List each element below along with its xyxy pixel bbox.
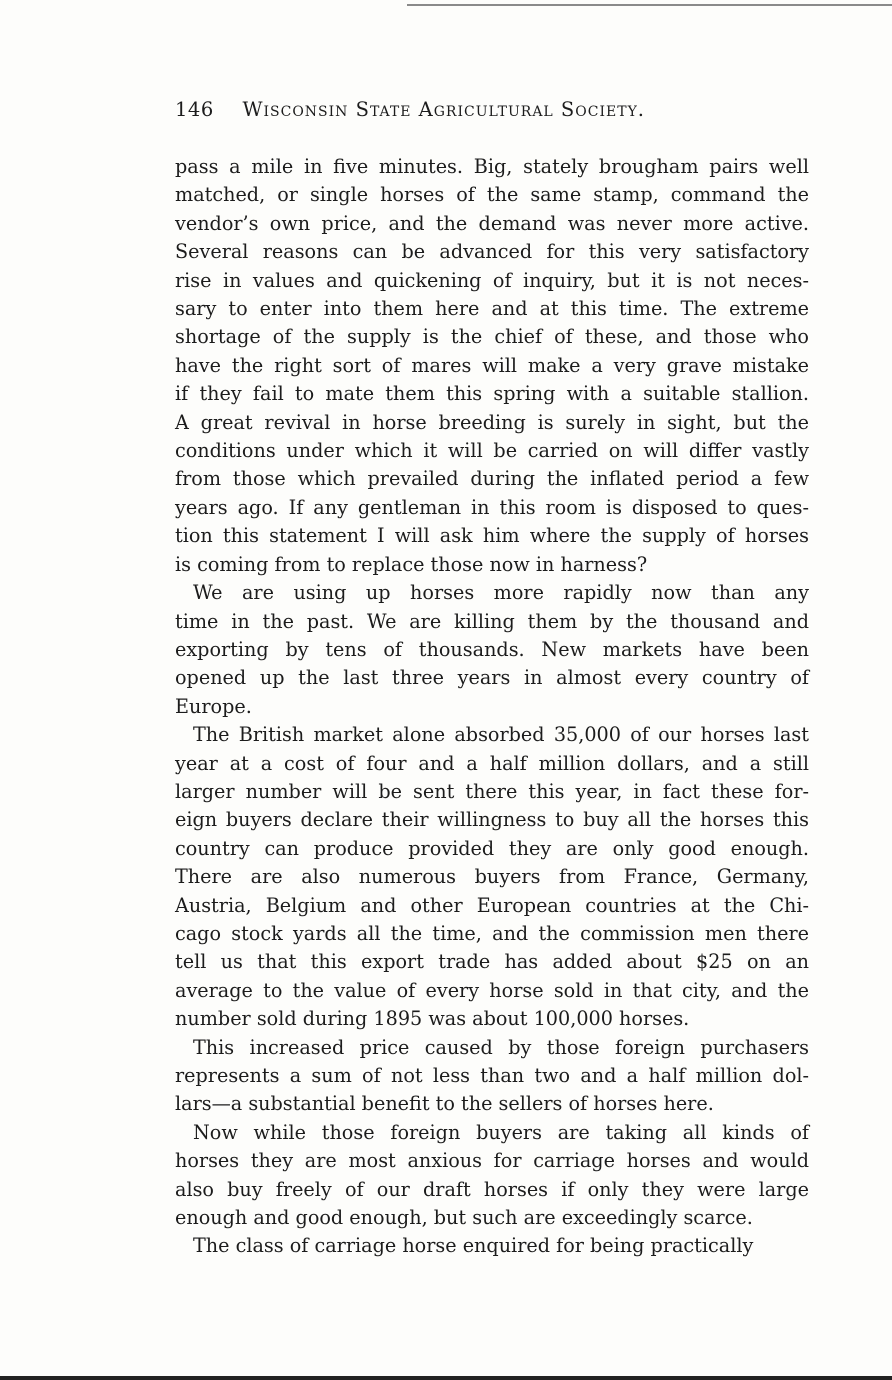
text-line: Europe. bbox=[175, 694, 252, 718]
paragraph bbox=[175, 721, 809, 1033]
text-line: also buy freely of our draft horses if only they were large bbox=[175, 1177, 809, 1201]
page-number: 146 bbox=[175, 98, 214, 121]
text-line: average to the value of every horse sold in that city, and the bbox=[175, 978, 809, 1002]
text-line: vendor’s own price, and the demand was never more active. bbox=[175, 211, 809, 235]
text-line: The class of carriage horse enquired for being practically bbox=[193, 1234, 754, 1258]
text-line: from those which prevailed during the inflated period a few bbox=[175, 467, 809, 491]
paragraph bbox=[175, 153, 809, 579]
text-line: if they fail to mate them this spring with a suitable stallion. bbox=[175, 382, 809, 406]
paragraph bbox=[175, 1119, 809, 1233]
text-line: years ago. If any gentleman in this room is disposed to ques- bbox=[175, 495, 809, 519]
text-line: have the right sort of mares will make a very grave mistake bbox=[175, 353, 809, 377]
text-line: horses they are most anxious for carriage horses and would bbox=[175, 1149, 809, 1173]
text-line: A great revival in horse breeding is surely in sight, but the bbox=[175, 410, 809, 434]
text-line: represents a sum of not less than two and a half million dol- bbox=[175, 1064, 809, 1087]
text-line: pass a mile in five minutes. Big, stately brougham pairs well bbox=[175, 155, 809, 178]
text-line: sary to enter into them here and at this time. The extreme bbox=[175, 297, 809, 321]
text-line: eign buyers declare their willingness to buy all the horses this bbox=[175, 808, 809, 832]
text-line: country can produce provided they are only good enough. bbox=[175, 836, 809, 860]
text-line: year at a cost of four and a half million dollars, and a still bbox=[175, 751, 809, 775]
running-title: Wisconsin State Agricultural Society. bbox=[242, 98, 646, 121]
text-line: number sold during 1895 was about 100,000 horses. bbox=[175, 1007, 690, 1031]
text-line: tion this statement I will ask him where the supply of horses bbox=[175, 524, 809, 548]
text-line: tell us that this export trade has added about $25 on an bbox=[175, 950, 809, 974]
body-text bbox=[175, 153, 809, 1261]
text-line: exporting by tens of thousands. New markets have been bbox=[175, 637, 809, 661]
text-line: matched, or single horses of the same stamp, command the bbox=[175, 183, 809, 207]
text-line: is coming from to replace those now in harness? bbox=[175, 552, 648, 576]
paragraph bbox=[175, 1034, 809, 1119]
text-line: time in the past. We are killing them by the thousand and bbox=[175, 609, 809, 633]
text-line: There are also numerous buyers from France, Germany, bbox=[175, 865, 809, 889]
bottom-edge-rule bbox=[0, 1376, 892, 1380]
text-line: This increased price caused by those foreign purchasers bbox=[193, 1035, 809, 1059]
paragraph bbox=[175, 579, 809, 721]
text-line: rise in values and quickening of inquiry, but it is not neces- bbox=[175, 268, 809, 292]
text-line: Several reasons can be advanced for this very satisfactory bbox=[175, 240, 809, 264]
text-line: shortage of the supply is the chief of these, and those who bbox=[175, 325, 809, 349]
text-line: The British market alone absorbed 35,000 of our horses last bbox=[193, 723, 809, 747]
text-line: Now while those foreign buyers are taking all kinds of bbox=[193, 1120, 809, 1144]
page-header bbox=[175, 98, 755, 128]
text-line: Austria, Belgium and other European countries at the Chi- bbox=[175, 893, 809, 917]
text-line: We are using up horses more rapidly now than any bbox=[193, 581, 809, 605]
text-line: lars—a substantial benefit to the sellers of horses here. bbox=[175, 1092, 714, 1116]
text-line: cago stock yards all the time, and the commission men there bbox=[175, 921, 809, 945]
text-line: larger number will be sent there this year, in fact these for- bbox=[175, 779, 809, 803]
top-edge-rule bbox=[407, 4, 892, 6]
text-line: opened up the last three years in almost every country of bbox=[175, 666, 809, 690]
paragraph bbox=[175, 1232, 809, 1260]
text-line: conditions under which it will be carried on will differ vastly bbox=[175, 439, 809, 463]
text-line: enough and good enough, but such are exceedingly scarce. bbox=[175, 1206, 753, 1230]
